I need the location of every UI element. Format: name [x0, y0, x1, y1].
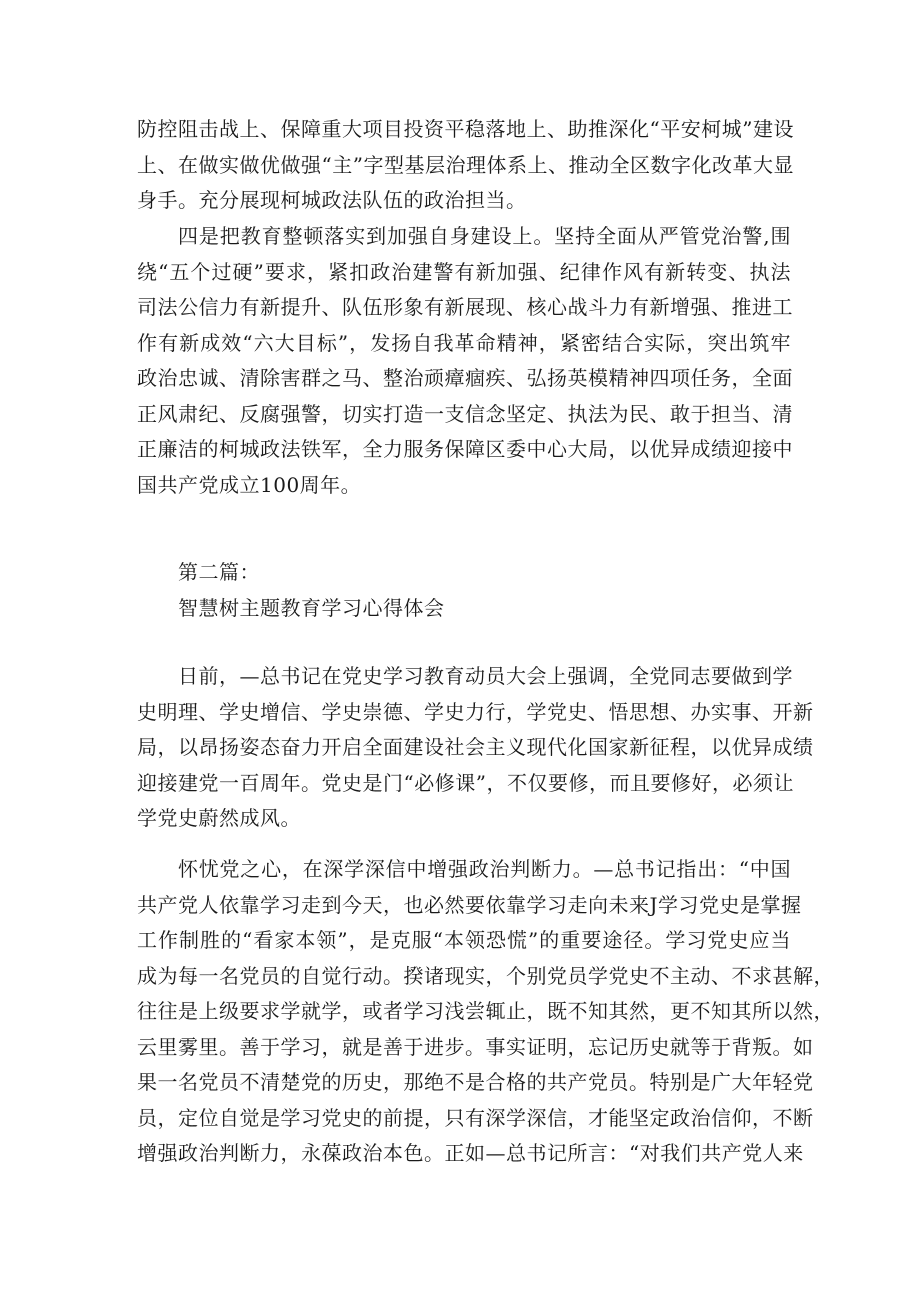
text-line: 局，以昂扬姿态奋力开启全面建设社会主义现代化国家新征程，以优异成绩 [137, 735, 814, 759]
text-line: 日前，—总书记在党史学习教育动员大会上强调，全党同志要做到学 [178, 664, 793, 688]
paragraph-study [137, 852, 834, 1172]
text-line: 迎接建党一百周年。党史是门“必修课”，不仅要修，而且要修好，必须让 [137, 770, 794, 795]
text-line: 政治忠诚、清除害群之马、整治顽瘴痼疾、弘扬英模精神四项任务，全面 [137, 366, 793, 390]
text-line: 绕“五个过硬”要求，紧扣政治建警有新加强、纪律作风有新转变、执法 [137, 259, 791, 284]
text-line: 学党史蔚然成风。 [137, 806, 301, 830]
text-line: 四是把教育整顿落实到加强自身建设上。坚持全面从严管党治警,围 [178, 224, 791, 248]
text-line: 上、在做实做优做强“主”字型基层治理体系上、推动全区数字化改革大显 [137, 152, 794, 177]
section-number: 第二篇： [178, 560, 260, 584]
paragraph-continuation [137, 112, 794, 219]
paragraph-intro [137, 659, 814, 837]
text-line: 共产党人依靠学习走到今天，也必然要依靠学习走向未来J学习党史是掌握 [137, 892, 802, 917]
text-line: 果一名党员不清楚党的历史，那绝不是合格的共产党员。特别是广大年轻党 [137, 1070, 814, 1094]
text-line: 史明理、学史增信、学史崇德、学史力行，学党史、悟思想、办实事、开新 [137, 699, 814, 724]
text-line: 成为每一名党员的自觉行动。揆诸现实，个别党员学党史不主动、不求甚解， [137, 963, 834, 988]
text-line: 作有新成效“六大目标”，发扬自我革命精神，紧密结合实际，突出筑牢 [137, 330, 791, 355]
text-line: 国共产党成立100周年。 [137, 472, 362, 497]
text-line: 身手。充分展现柯城政法队伍的政治担当。 [137, 188, 527, 212]
text-line: 防控阻击战上、保障重大项目投资平稳落地上、助推深化“平安柯城”建设 [137, 117, 794, 141]
text-line: 员，定位自觉是学习党史的前提，只有深学深信，才能坚定政治信仰，不断 [137, 1105, 814, 1130]
text-line: 正廉洁的柯城政法铁军，全力服务保障区委中心大局，以优异成绩迎接中 [137, 437, 793, 461]
text-line: 往往是上级要求学就学，或者学习浅尝辄止，既不知其然，更不知其所以然， [137, 999, 834, 1023]
section-title: 智慧树主题教育学习心得体会 [178, 595, 445, 620]
section-heading [137, 555, 791, 626]
text-line: 增强政治判断力，永葆政治本色。正如—总书记所言：“对我们共产党人来 [137, 1141, 804, 1165]
text-line: 工作制胜的“看家本领”，是克服“本领恐慌”的重要途径。学习党史应当 [137, 928, 791, 952]
text-line: 怀忧党之心，在深学深信中增强政治判断力。—总书记指出：“中国 [178, 857, 791, 881]
text-line: 云里雾里。善于学习，就是善于进步。事实证明，忘记历史就等于背叛。如 [137, 1034, 814, 1059]
paragraph-self-building [137, 219, 791, 503]
text-line: 正风肃纪、反腐强警，切实打造一支信念坚定、执法为民、敢于担当、清 [137, 401, 793, 426]
text-line: 司法公信力有新提升、队伍形象有新展现、核心战斗力有新增强、推进工 [137, 295, 793, 319]
